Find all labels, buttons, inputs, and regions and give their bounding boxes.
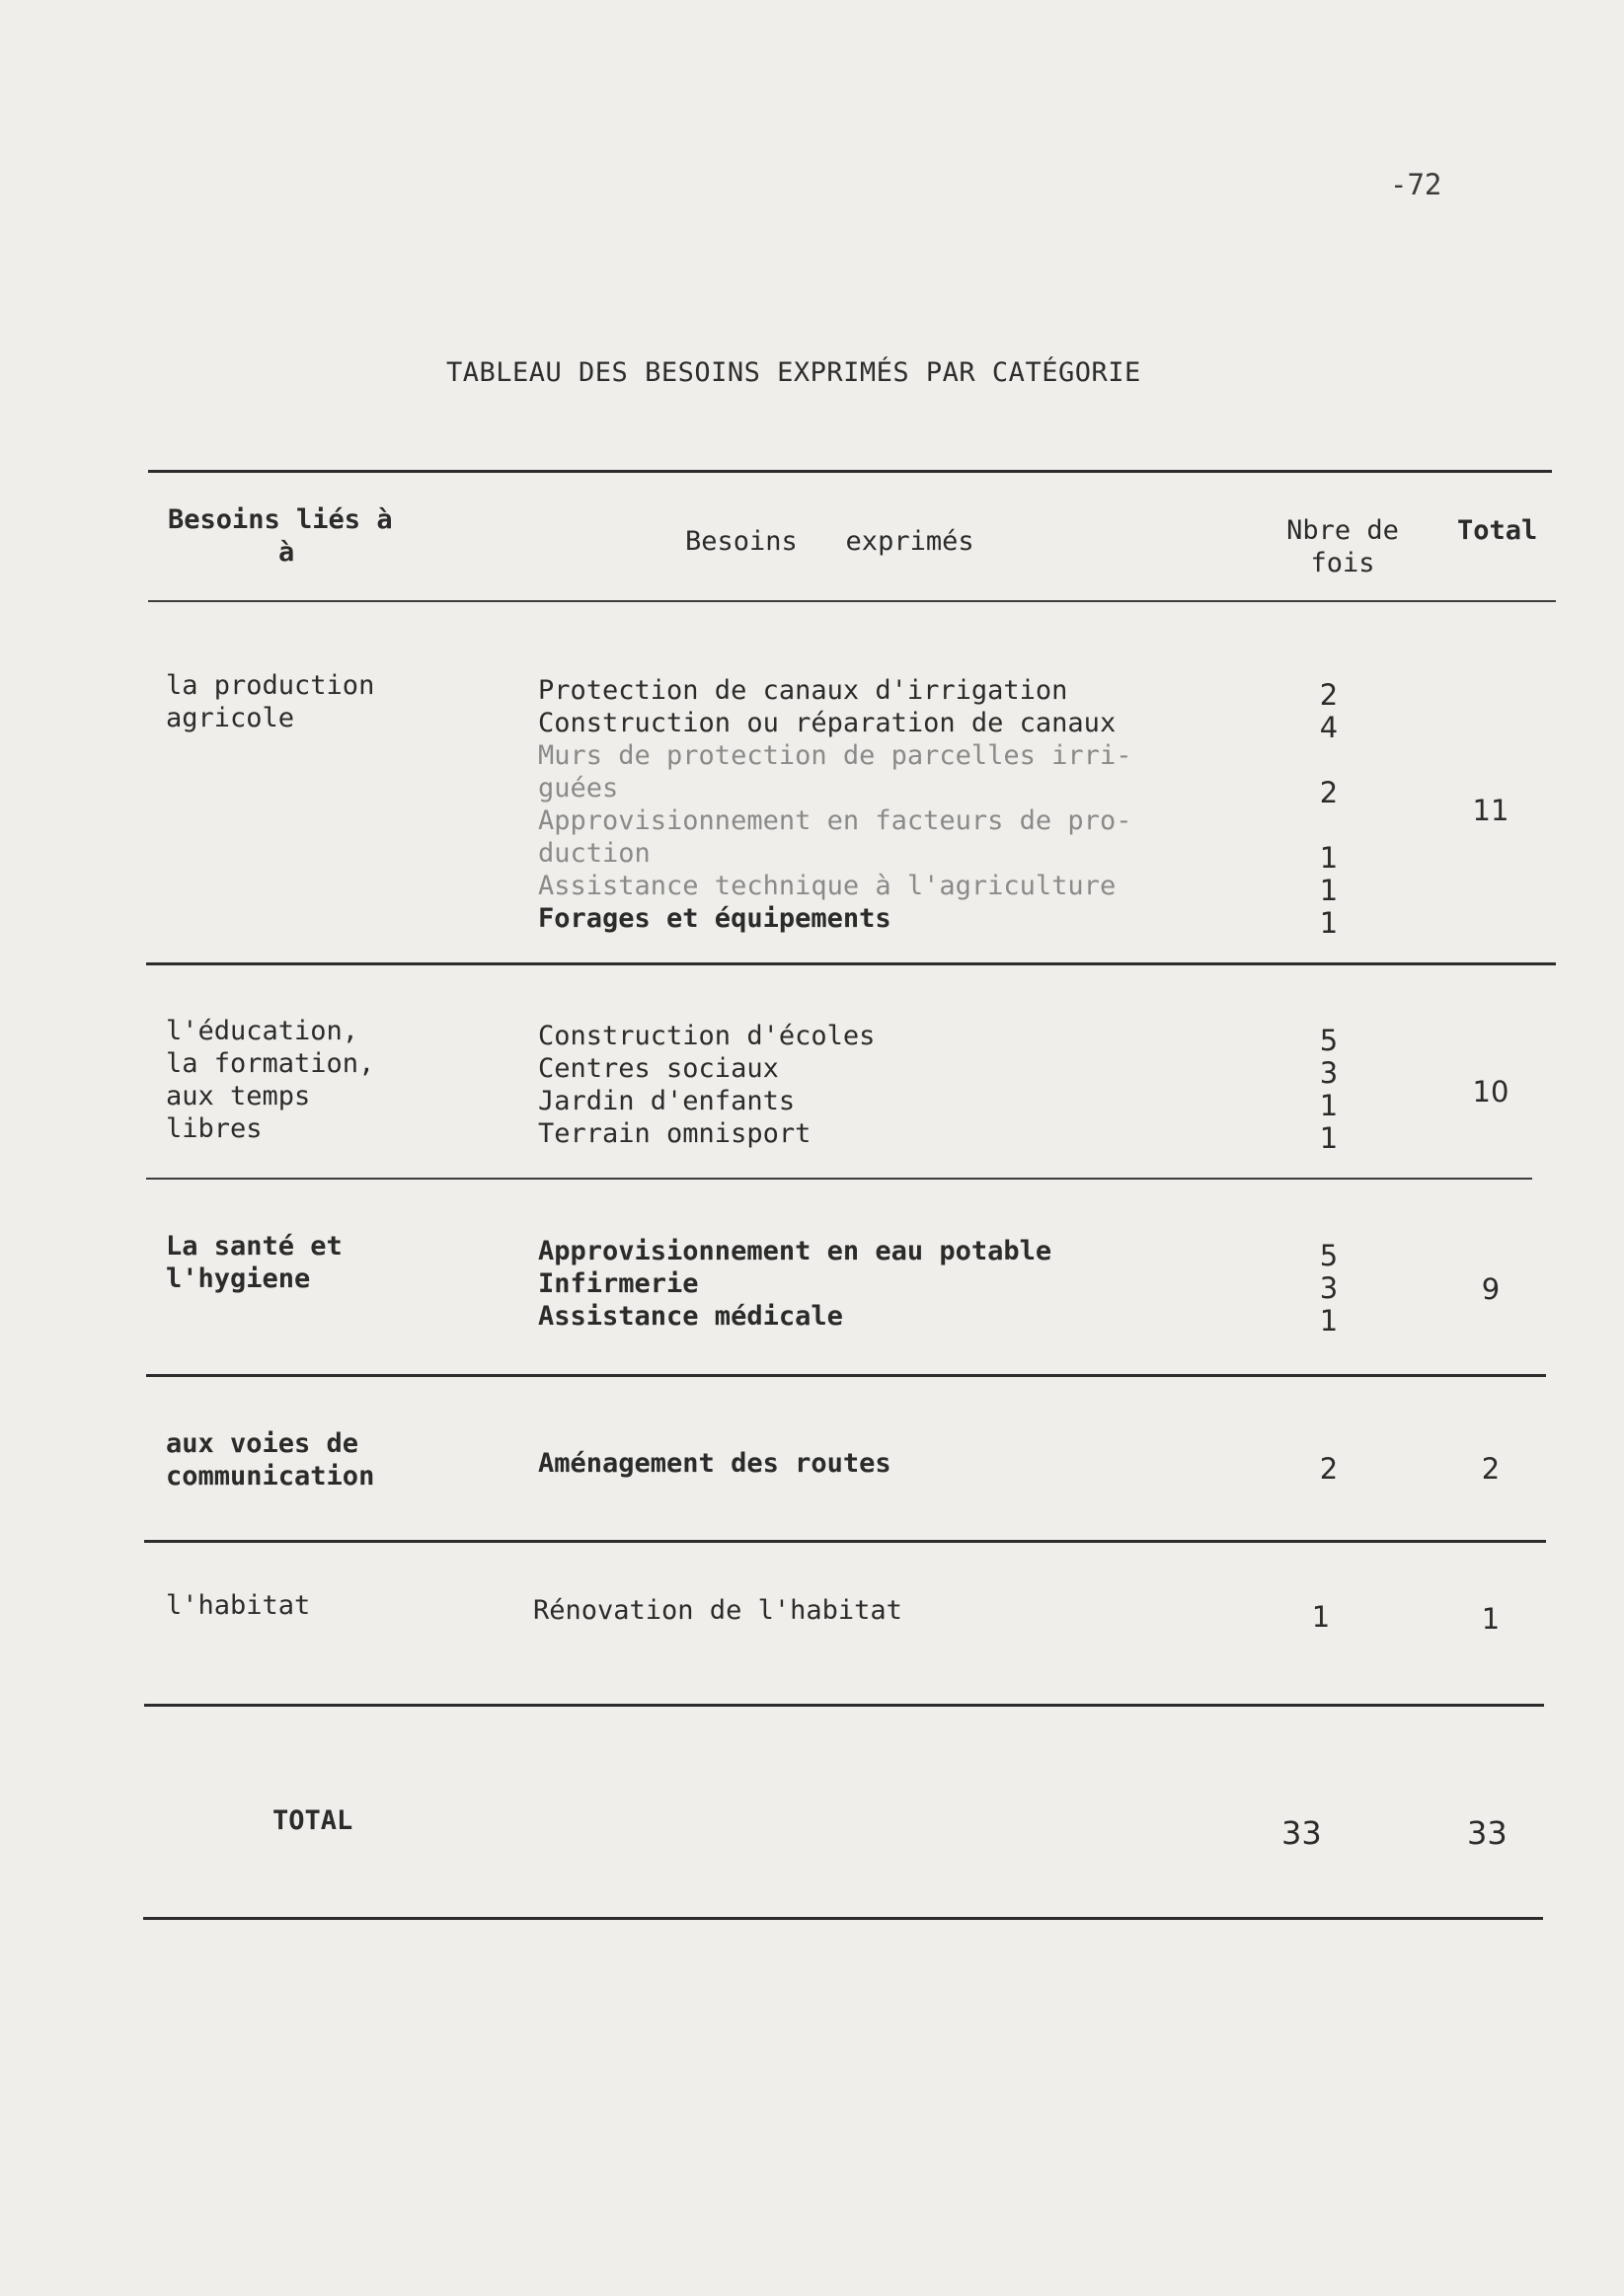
table-top-rule (148, 470, 1552, 473)
column-header-count (1274, 514, 1412, 579)
list-item: Assistance technique à l'agriculture (538, 871, 1117, 901)
count-value: 1 (1319, 906, 1339, 940)
column-header-category-line2: à (278, 537, 295, 568)
list-item: Jardin d'enfants (538, 1086, 796, 1116)
count-value: 2 (1319, 678, 1339, 712)
section-total: 11 (1472, 794, 1509, 827)
header-bottom-rule (148, 600, 1556, 602)
table-bottom-rule (143, 1917, 1543, 1920)
page-number: -72 (1390, 168, 1442, 201)
column-header-total: Total (1457, 515, 1538, 546)
count-value: 1 (1311, 1600, 1331, 1634)
needs-list (538, 1447, 1229, 1480)
needs-list (533, 1594, 1224, 1627)
count-value: 1 (1319, 874, 1339, 907)
list-item: guées (538, 773, 619, 804)
column-header-category-line1: Besoins liés à (168, 504, 393, 535)
list-item: Assistance médicale (538, 1301, 843, 1332)
category-label: La santé et l'hygiene (166, 1231, 343, 1294)
category-label: l'éducation, la formation, aux temps libres (166, 1016, 375, 1144)
count-value: 1 (1319, 841, 1339, 875)
count-list (1309, 1453, 1349, 1486)
count-value: 1 (1319, 1304, 1339, 1338)
count-list (1301, 1601, 1341, 1634)
category-label: la production agricole (166, 670, 375, 733)
count-list (1309, 679, 1349, 940)
count-value: 2 (1319, 776, 1339, 809)
count-value: 1 (1319, 1089, 1339, 1122)
category-label: l'habitat (166, 1590, 311, 1621)
needs-list (538, 1235, 1229, 1333)
list-item: Rénovation de l'habitat (533, 1595, 902, 1626)
list-item: Centres sociaux (538, 1053, 779, 1084)
section-divider (146, 1178, 1532, 1180)
count-value: 3 (1319, 1271, 1339, 1305)
count-value: 4 (1319, 711, 1339, 744)
count-list (1309, 1025, 1349, 1155)
section-divider (144, 1540, 1546, 1543)
list-item: Construction ou réparation de canaux (538, 708, 1117, 738)
page-title: TABLEAU DES BESOINS EXPRIMÉS PAR CATÉGORIE (446, 357, 1141, 388)
section-divider (146, 962, 1556, 965)
section-divider (144, 1704, 1544, 1707)
grand-total-label: TOTAL (272, 1805, 353, 1836)
column-header-count-line2: fois (1310, 548, 1375, 578)
list-item: Murs de protection de parcelles irri- (538, 740, 1132, 771)
category-label: aux voies de communication (166, 1428, 375, 1492)
list-item: Protection de canaux d'irrigation (538, 675, 1068, 706)
column-header-needs: Besoins exprimés (685, 526, 974, 557)
column-header-count-line1: Nbre de (1286, 515, 1399, 546)
count-value: 1 (1319, 1121, 1339, 1155)
section-divider (146, 1374, 1546, 1377)
count-value: 3 (1319, 1056, 1339, 1090)
count-value (1309, 809, 1349, 842)
grand-total-count: 33 (1281, 1814, 1322, 1852)
count-value (1309, 744, 1349, 777)
grand-total-value: 33 (1467, 1814, 1508, 1852)
list-item: duction (538, 838, 651, 869)
section-total: 1 (1481, 1602, 1501, 1636)
needs-list (538, 1020, 1229, 1150)
list-item: Aménagement des routes (538, 1448, 891, 1479)
section-total: 2 (1481, 1452, 1501, 1486)
list-item: Approvisionnement en facteurs de pro- (538, 805, 1132, 836)
section-total: 10 (1472, 1075, 1509, 1109)
section-total: 9 (1481, 1272, 1501, 1306)
count-value: 5 (1319, 1024, 1339, 1057)
list-item: Construction d'écoles (538, 1021, 876, 1051)
list-item: Terrain omnisport (538, 1118, 812, 1149)
count-value: 2 (1319, 1452, 1339, 1486)
column-header-category (168, 503, 444, 569)
list-item: Approvisionnement en eau potable (538, 1236, 1052, 1266)
needs-list (538, 674, 1229, 935)
count-value: 5 (1319, 1239, 1339, 1272)
list-item: Forages et équipements (538, 903, 891, 934)
count-list (1309, 1240, 1349, 1338)
list-item: Infirmerie (538, 1268, 699, 1299)
